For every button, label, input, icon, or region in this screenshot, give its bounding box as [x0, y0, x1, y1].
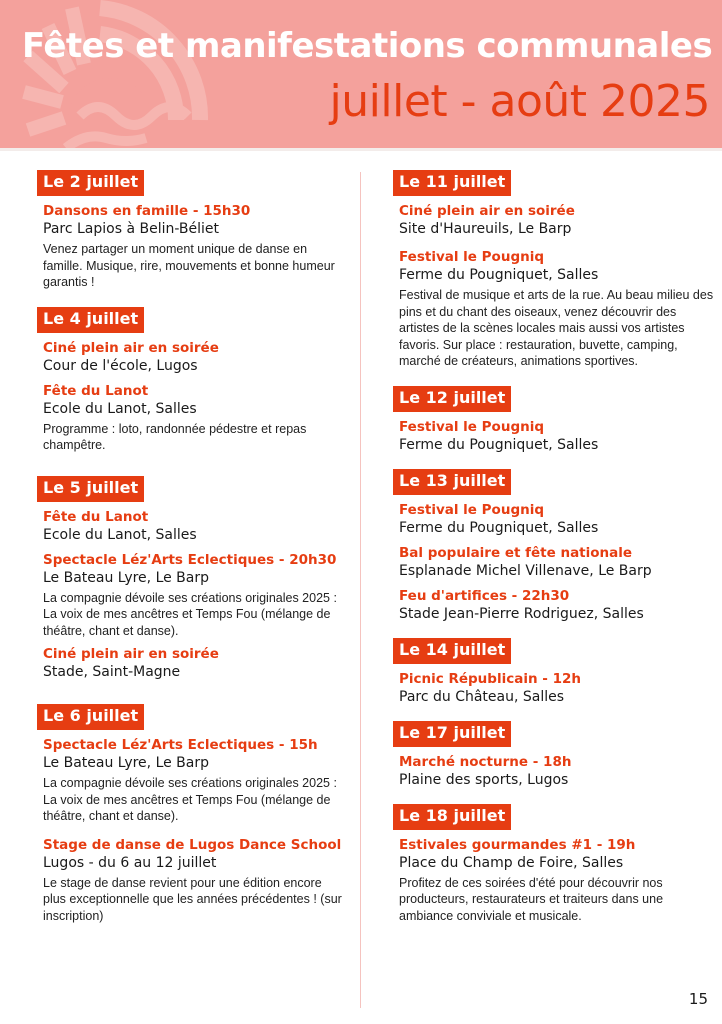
- event-item: [43, 837, 347, 925]
- column-divider: [360, 172, 361, 1008]
- date-badge: Le 4 juillet: [37, 307, 144, 333]
- event-title: Spectacle Léz'Arts Eclectiques - 20h30: [43, 551, 337, 568]
- day-section: [37, 307, 347, 454]
- event-title: Picnic Républicain - 12h: [399, 670, 581, 687]
- event-title: Festival le Pougniq: [399, 249, 545, 265]
- event-item: [399, 502, 715, 538]
- event-item: [399, 203, 715, 239]
- event-title: Estivales gourmandes #1 - 19h: [399, 836, 636, 853]
- event-place: Ferme du Pougniquet, Salles: [399, 436, 599, 453]
- event-title: Fête du Lanot: [43, 382, 149, 399]
- event-item: [399, 419, 715, 455]
- day-section: [393, 638, 715, 707]
- date-badge: Le 18 juillet: [393, 804, 511, 830]
- event-place: Stade Jean-Pierre Rodriguez, Salles: [399, 605, 644, 622]
- date-badge: Le 14 juillet: [393, 638, 511, 664]
- event-description: Programme : loto, randonnée pédestre et repas champêtre.: [43, 421, 307, 452]
- event-place: Ferme du Pougniquet, Salles: [399, 519, 599, 536]
- event-place: Ecole du Lanot, Salles: [43, 526, 197, 543]
- event-title: Marché nocturne - 18h: [399, 753, 572, 770]
- event-item: [43, 552, 347, 640]
- date-badge: Le 17 juillet: [393, 721, 511, 747]
- event-description: La compagnie dévoile ses créations originales 2025 : La voix de mes ancêtres et Temps Fou (mélange de théâtre, chant et danse).: [43, 776, 337, 823]
- event-item: [43, 737, 347, 825]
- event-title: Ciné plein air en soirée: [43, 339, 219, 356]
- event-place: Cour de l'école, Lugos: [43, 357, 198, 374]
- left-column: [37, 170, 347, 938]
- page-subtitle-period: juillet - août 2025: [329, 76, 710, 127]
- event-item: [399, 837, 715, 925]
- day-section: [37, 476, 347, 683]
- event-title: Bal populaire et fête nationale: [399, 544, 633, 561]
- day-section: [393, 804, 715, 925]
- date-badge: Le 11 juillet: [393, 170, 511, 196]
- event-title: Festival le Pougniq: [399, 418, 545, 435]
- header-divider: [0, 148, 722, 151]
- event-place: Le Bateau Lyre, Le Barp: [43, 569, 210, 586]
- date-badge: Le 6 juillet: [37, 704, 144, 730]
- event-place: Esplanade Michel Villenave, Le Barp: [399, 562, 652, 579]
- event-place: Site d'Haureuils, Le Barp: [399, 221, 572, 237]
- day-section: [393, 469, 715, 624]
- day-section: [37, 704, 347, 924]
- event-title: Festival le Pougniq: [399, 501, 545, 518]
- event-description: Festival de musique et arts de la rue. Au beau milieu des pins et du chant des oiseaux, venez découvrir des artistes de la scènes locales mais aussi vos artistes favoris. Sur place : restauration, buvette, camping, marché de créateurs, animations sportives.: [399, 288, 714, 368]
- event-item: [43, 646, 347, 682]
- date-badge: Le 12 juillet: [393, 386, 511, 412]
- event-place: Ecole du Lanot, Salles: [43, 400, 197, 417]
- event-item: [399, 588, 715, 624]
- day-section: [393, 170, 715, 370]
- event-item: [43, 509, 347, 545]
- event-item: [399, 545, 715, 581]
- date-badge: Le 5 juillet: [37, 476, 144, 502]
- event-item: [399, 671, 715, 707]
- event-item: [43, 383, 347, 454]
- event-place: Parc Lapios à Belin-Béliet: [43, 221, 220, 237]
- day-section: [393, 721, 715, 790]
- day-section: [393, 386, 715, 455]
- right-column: [393, 170, 715, 938]
- page-header: [0, 0, 722, 148]
- event-place: Plaine des sports, Lugos: [399, 771, 569, 788]
- event-title: Fête du Lanot: [43, 508, 149, 525]
- sun-wave-logo-icon: [0, 0, 260, 148]
- event-place: Lugos - du 6 au 12 juillet: [43, 854, 217, 871]
- event-description: La compagnie dévoile ses créations originales 2025 : La voix de mes ancêtres et Temps Fou (mélange de théâtre, chant et danse).: [43, 590, 337, 638]
- page-title: Fêtes et manifestations communales: [22, 26, 713, 66]
- event-title: Feu d'artifices - 22h30: [399, 587, 570, 604]
- event-item: [43, 340, 347, 376]
- event-title: Ciné plein air en soirée: [399, 203, 575, 219]
- event-description: Le stage de danse revient pour une édition encore plus exceptionnelle que les années précédentes ! (sur inscription): [43, 875, 342, 923]
- event-place: Parc du Château, Salles: [399, 688, 565, 705]
- day-section: [37, 170, 347, 291]
- event-item: [399, 754, 715, 790]
- event-description: Venez partager un moment unique de danse en famille. Musique, rire, mouvements et bonne humeur garantis !: [43, 242, 335, 289]
- event-title: Spectacle Léz'Arts Eclectiques - 15h: [43, 737, 318, 753]
- event-place: Place du Champ de Foire, Salles: [399, 854, 624, 871]
- event-description: Profitez de ces soirées d'été pour découvrir nos producteurs, restaurateurs et traiteurs dans une ambiance conviviale et musicale.: [399, 875, 664, 923]
- event-place: Ferme du Pougniquet, Salles: [399, 267, 599, 283]
- date-badge: Le 2 juillet: [37, 170, 144, 196]
- event-place: Stade, Saint-Magne: [43, 664, 181, 680]
- date-badge: Le 13 juillet: [393, 469, 511, 495]
- event-title: Dansons en famille - 15h30: [43, 203, 251, 219]
- event-title: Ciné plein air en soirée: [43, 646, 219, 662]
- event-item: [43, 203, 347, 291]
- event-title: Stage de danse de Lugos Dance School: [43, 836, 342, 853]
- event-place: Le Bateau Lyre, Le Barp: [43, 755, 210, 771]
- page-number: 15: [688, 990, 708, 1008]
- event-item: [399, 249, 715, 370]
